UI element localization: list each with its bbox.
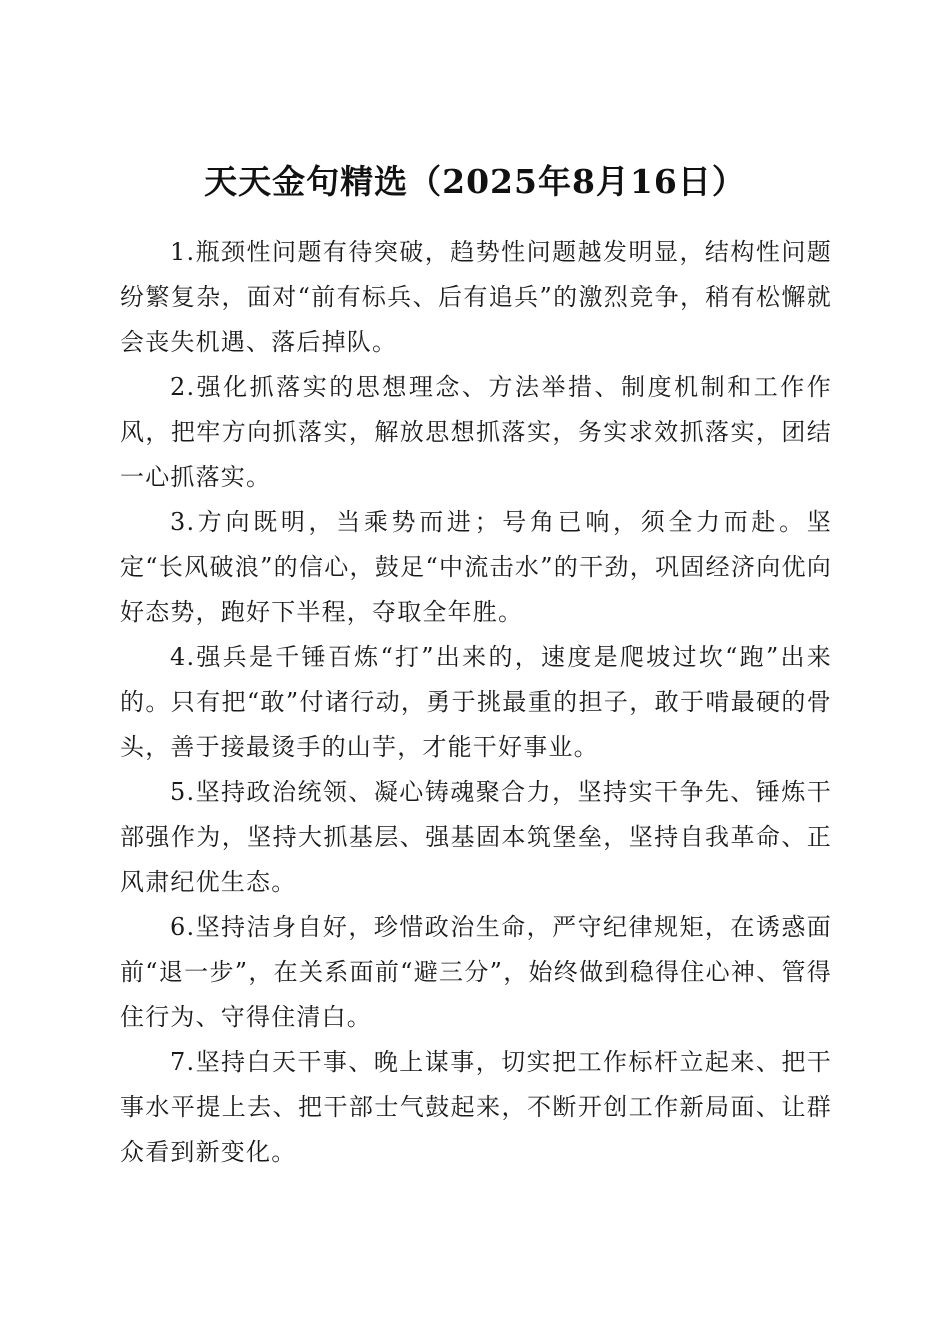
- paragraph-7: 7.坚持白天干事、晚上谋事，切实把工作标杆立起来、把干事水平提上去、把干部士气鼓起来，不断开创工作新局面、让群众看到新变化。: [120, 1048, 832, 1166]
- paragraph-3: 3.方向既明，当乘势而进；号角已响，须全力而赴。坚定“长风破浪”的信心，鼓足“中流击水”的干劲，巩固经济向优向好态势，跑好下半程，夺取全年胜。: [120, 508, 832, 626]
- paragraph-6: 6.坚持洁身自好，珍惜政治生命，严守纪律规矩，在诱惑面前“退一步”，在关系面前“避三分”，始终做到稳得住心神、管得住行为、守得住清白。: [120, 913, 832, 1031]
- document-body: [120, 230, 832, 1175]
- paragraph-2: 2.强化抓落实的思想理念、方法举措、制度机制和工作作风，把牢方向抓落实，解放思想抓落实，务实求效抓落实，团结一心抓落实。: [120, 373, 832, 491]
- paragraph-1: 1.瓶颈性问题有待突破，趋势性问题越发明显，结构性问题纷繁复杂，面对“前有标兵、后有追兵”的激烈竞争，稍有松懈就会丧失机遇、落后掉队。: [120, 238, 832, 356]
- paragraph-4: 4.强兵是千锤百炼“打”出来的，速度是爬坡过坎“跑”出来的。只有把“敢”付诸行动，勇于挑最重的担子，敢于啃最硬的骨头，善于接最烫手的山芋，才能干好事业。: [120, 643, 832, 761]
- document-title: 天天金句精选（2025年8月16日）: [204, 162, 746, 202]
- paragraph-5: 5.坚持政治统领、凝心铸魂聚合力，坚持实干争先、锤炼干部强作为，坚持大抓基层、强基固本筑堡垒，坚持自我革命、正风肃纪优生态。: [120, 778, 832, 896]
